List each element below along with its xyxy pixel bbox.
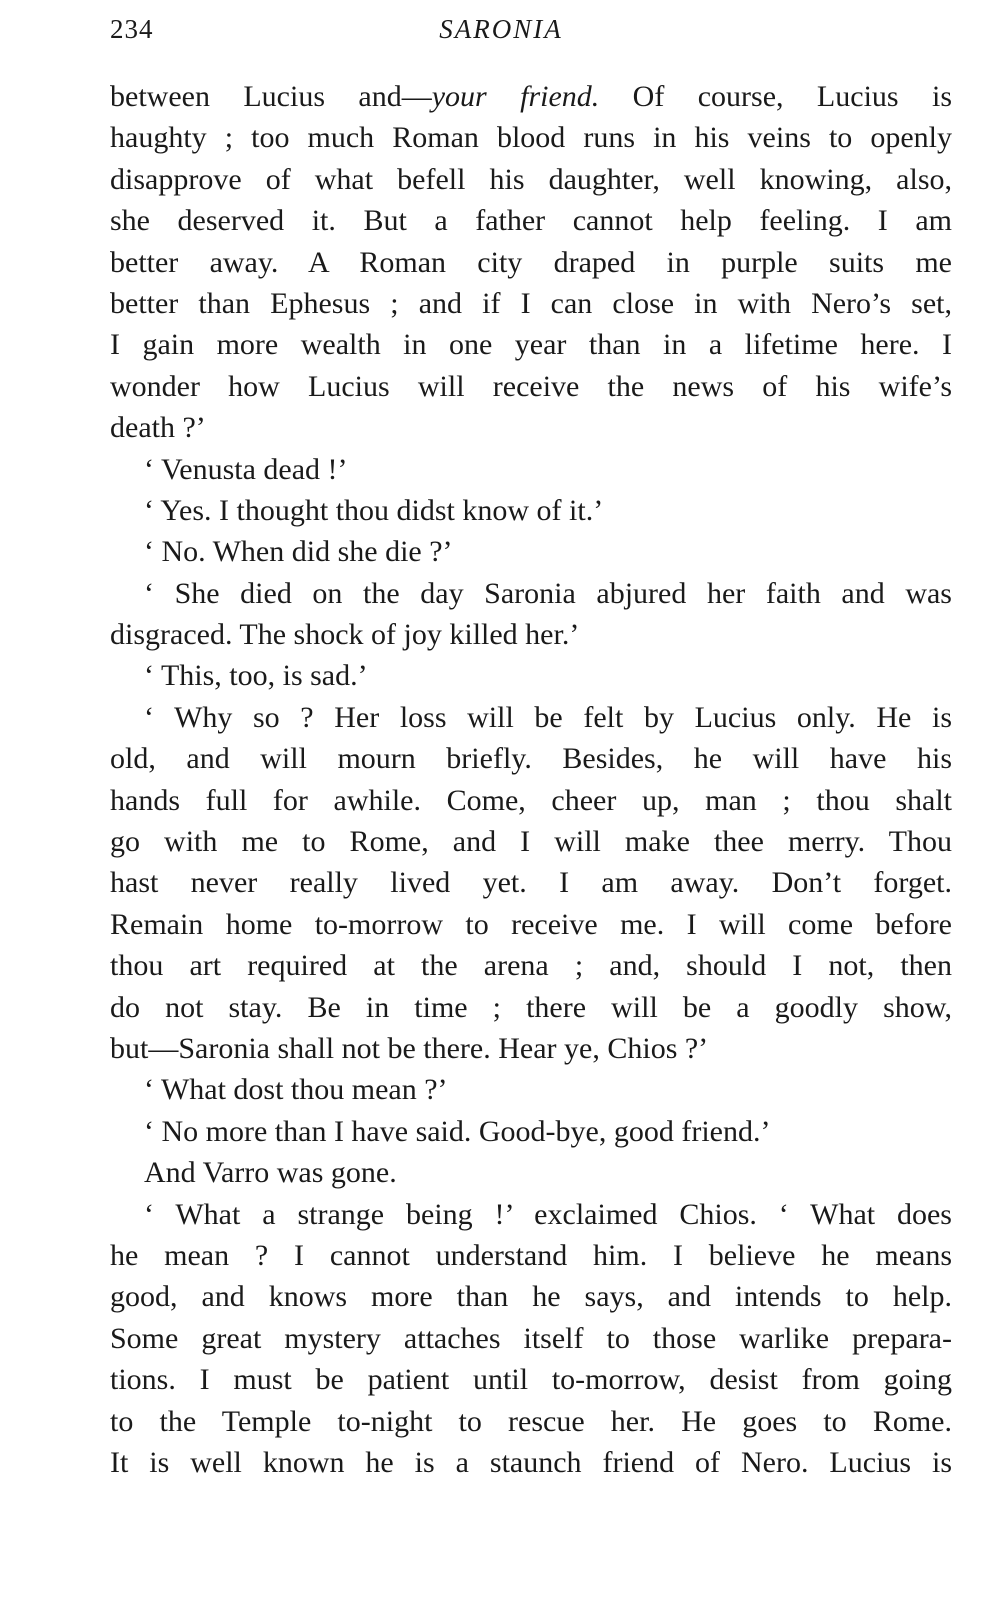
- text-line: hast never really lived yet. I am away. Don’t forget.: [110, 866, 952, 900]
- text-line: good, and knows more than he says, and intends to help.: [110, 1280, 952, 1314]
- text-line: disapprove of what befell his daughter, well knowing, also,: [110, 162, 952, 196]
- dialogue-line: ‘ Why so ? Her loss will be felt by Lucius only. He is: [144, 700, 952, 734]
- dialogue-line: ‘ Venusta dead !’: [144, 452, 348, 486]
- dialogue-line: ‘ What a strange being !’ exclaimed Chios. ‘ What does: [144, 1197, 952, 1231]
- text-line: better than Ephesus ; and if I can close in with Nero’s set,: [110, 286, 952, 320]
- text-line: hands full for awhile. Come, cheer up, man ; thou shalt: [110, 783, 952, 817]
- text-line: disgraced. The shock of joy killed her.’: [110, 618, 580, 652]
- text-line: haughty ; too much Roman blood runs in his veins to openly: [110, 121, 952, 155]
- body-text: [110, 76, 952, 1483]
- dialogue-line: ‘ No more than I have said. Good-bye, good friend.’: [144, 1114, 771, 1148]
- text-line: I gain more wealth in one year than in a lifetime here. I: [110, 328, 952, 362]
- text-line: thou art required at the arena ; and, should I not, then: [110, 949, 952, 983]
- text-line: she deserved it. But a father cannot help feeling. I am: [110, 204, 952, 238]
- page-number: 234: [110, 14, 154, 44]
- dialogue-line: ‘ This, too, is sad.’: [144, 659, 368, 693]
- text-line: Some great mystery attaches itself to those warlike prepara-: [110, 1321, 952, 1355]
- text-line: do not stay. Be in time ; there will be a goodly show,: [110, 990, 952, 1024]
- dialogue-line: ‘ She died on the day Saronia abjured her faith and was: [144, 576, 952, 610]
- text-line: better away. A Roman city draped in purple suits me: [110, 245, 952, 279]
- text-line: but—Saronia shall not be there. Hear ye, Chios ?’: [110, 1031, 709, 1065]
- narration-line: And Varro was gone.: [144, 1156, 397, 1190]
- text-line: go with me to Rome, and I will make thee merry. Thou: [110, 825, 952, 859]
- text-line: Remain home to-morrow to receive me. I will come before: [110, 907, 952, 941]
- dialogue-line: ‘ Yes. I thought thou didst know of it.’: [144, 493, 604, 527]
- text-line: tions. I must be patient until to-morrow, desist from going: [110, 1363, 952, 1397]
- dialogue-line: ‘ No. When did she die ?’: [144, 535, 453, 569]
- running-title: SARONIA: [439, 14, 563, 44]
- text-line: he mean ? I cannot understand him. I believe he means: [110, 1238, 952, 1272]
- text-line: death ?’: [110, 411, 206, 445]
- text-line: between Lucius and—your friend. Of course, Lucius is: [110, 80, 952, 113]
- text-line: to the Temple to-night to rescue her. He goes to Rome.: [110, 1404, 952, 1438]
- text-line: old, and will mourn briefly. Besides, he will have his: [110, 742, 952, 776]
- text-line: It is well known he is a staunch friend of Nero. Lucius is: [110, 1445, 952, 1479]
- text-line: wonder how Lucius will receive the news of his wife’s: [110, 369, 952, 403]
- dialogue-line: ‘ What dost thou mean ?’: [144, 1073, 448, 1107]
